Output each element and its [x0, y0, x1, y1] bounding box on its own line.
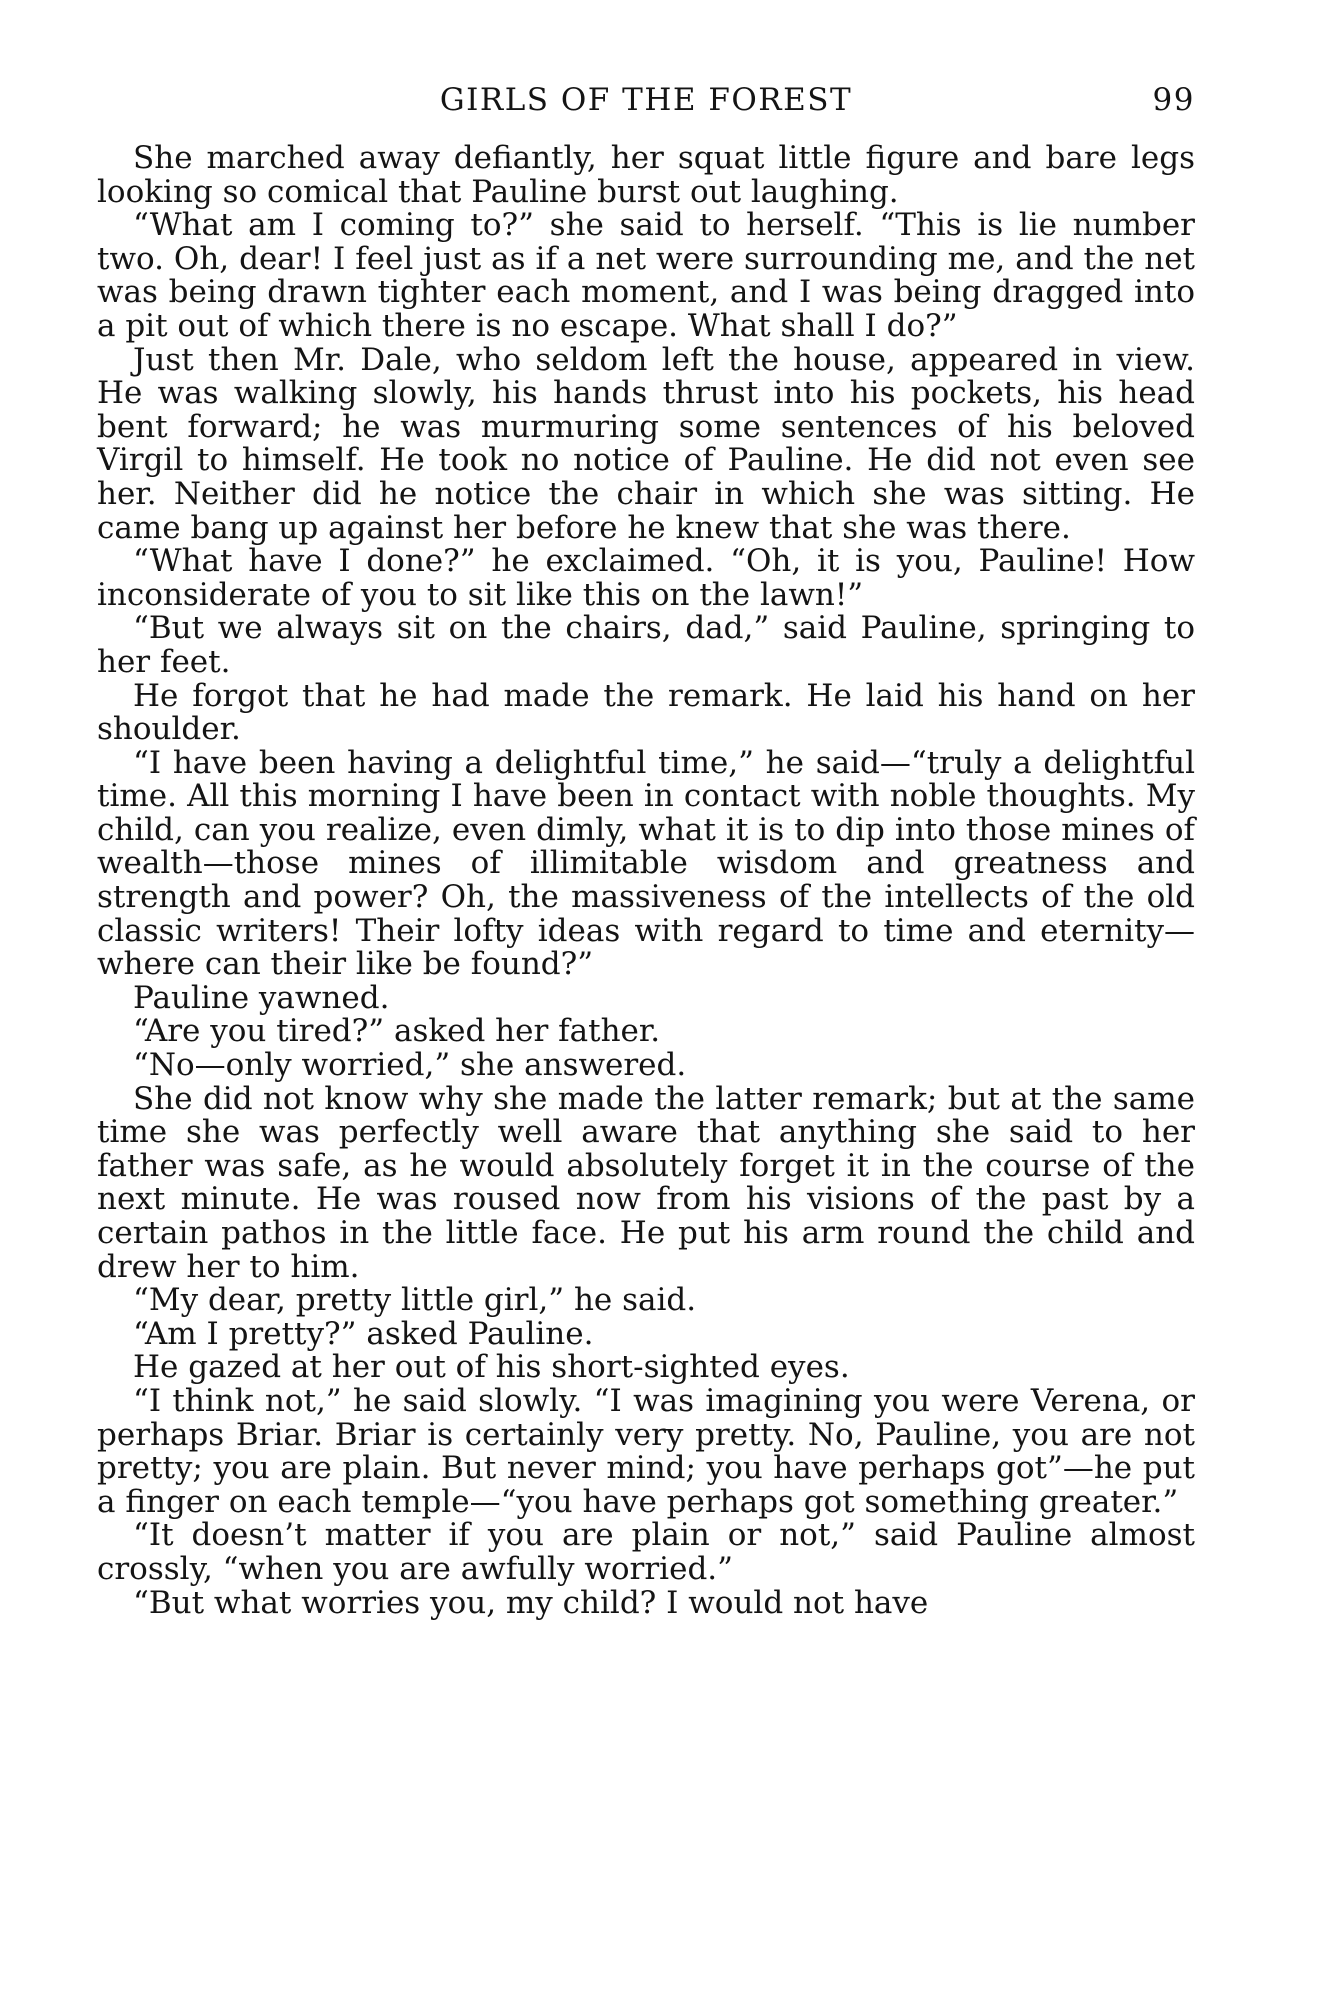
paragraph: “What am I coming to?” she said to herself. “This is lie number two. Oh, dear! I feel just as if a net were surrounding me, and the net was being drawn tighter each moment, and I was being dragged into a pit out of which there is no escape. What shall I do?” [97, 207, 1195, 344]
book-page [97, 78, 1195, 1620]
page-body [97, 142, 1195, 1620]
paragraph: “It doesn’t matter if you are plain or not,” said Pauline almost crossly, “when you are awfully worried.” [97, 1517, 1195, 1587]
running-header [97, 78, 1195, 122]
paragraph: Just then Mr. Dale, who seldom left the house, appeared in view. He was walking slowly, his hands thrust into his pockets, his head bent forward; he was murmuring some sentences of his beloved Virgil to himself. He took no notice of Pauline. He did not even see her. Neither did he notice the chair in which she was sitting. He came bang up against her before he knew that she was there. [97, 341, 1195, 546]
paragraph: “What have I done?” he exclaimed. “Oh, it is you, Pauline! How inconsiderate of you to sit like this on the lawn!” [97, 543, 1195, 613]
paragraph: He forgot that he had made the remark. He laid his hand on her shoulder. [97, 677, 1195, 748]
paragraph: “Am I pretty?” asked Pauline. [133, 1315, 594, 1352]
paragraph: “No—only worried,” she answered. [133, 1047, 687, 1084]
paragraph: “Are you tired?” asked her father. [133, 1013, 661, 1050]
paragraph: “I have been having a delightful time,” he said—“truly a delightful time. All this morning I have been in contact with noble thoughts. My child, can you realize, even dimly, what it is to dip into those mines of wealth—those mines of illimitable wisdom and greatness and strength and power? Oh, the massiveness of the intellects of the old classic writers! Their lofty ideas with regard to time and eternity—where can their like be found?” [97, 744, 1195, 983]
page-number: 99 [1152, 82, 1195, 118]
paragraph: She marched away defiantly, her squat little figure and bare legs looking so comical that Pauline burst out laughing. [97, 140, 1195, 210]
paragraph: “But what worries you, my child? I would not have [133, 1584, 929, 1621]
paragraph: “I think not,” he said slowly. “I was imagining you were Verena, or perhaps Briar. Briar is certainly very pretty. No, Pauline, you are not pretty; you are plain. But never mind; you have perhaps got”—he put a finger on each temple—“you have perhaps got something greater.” [97, 1382, 1195, 1520]
paragraph: She did not know why she made the latter remark; but at the same time she was perfectly well aware that anything she said to her father was safe, as he would absolutely forget it in the course of the next minute. He was roused now from his visions of the past by a certain pathos in the little face. He put his arm round the child and drew her to him. [97, 1080, 1195, 1285]
paragraph: “My dear, pretty little girl,” he said. [133, 1282, 697, 1319]
paragraph: “But we always sit on the chairs, dad,” said Pauline, springing to her feet. [97, 610, 1195, 680]
paragraph: Pauline yawned. [133, 979, 390, 1016]
paragraph: He gazed at her out of his short-sighted eyes. [133, 1349, 850, 1386]
running-title: GIRLS OF THE FOREST [439, 82, 853, 118]
